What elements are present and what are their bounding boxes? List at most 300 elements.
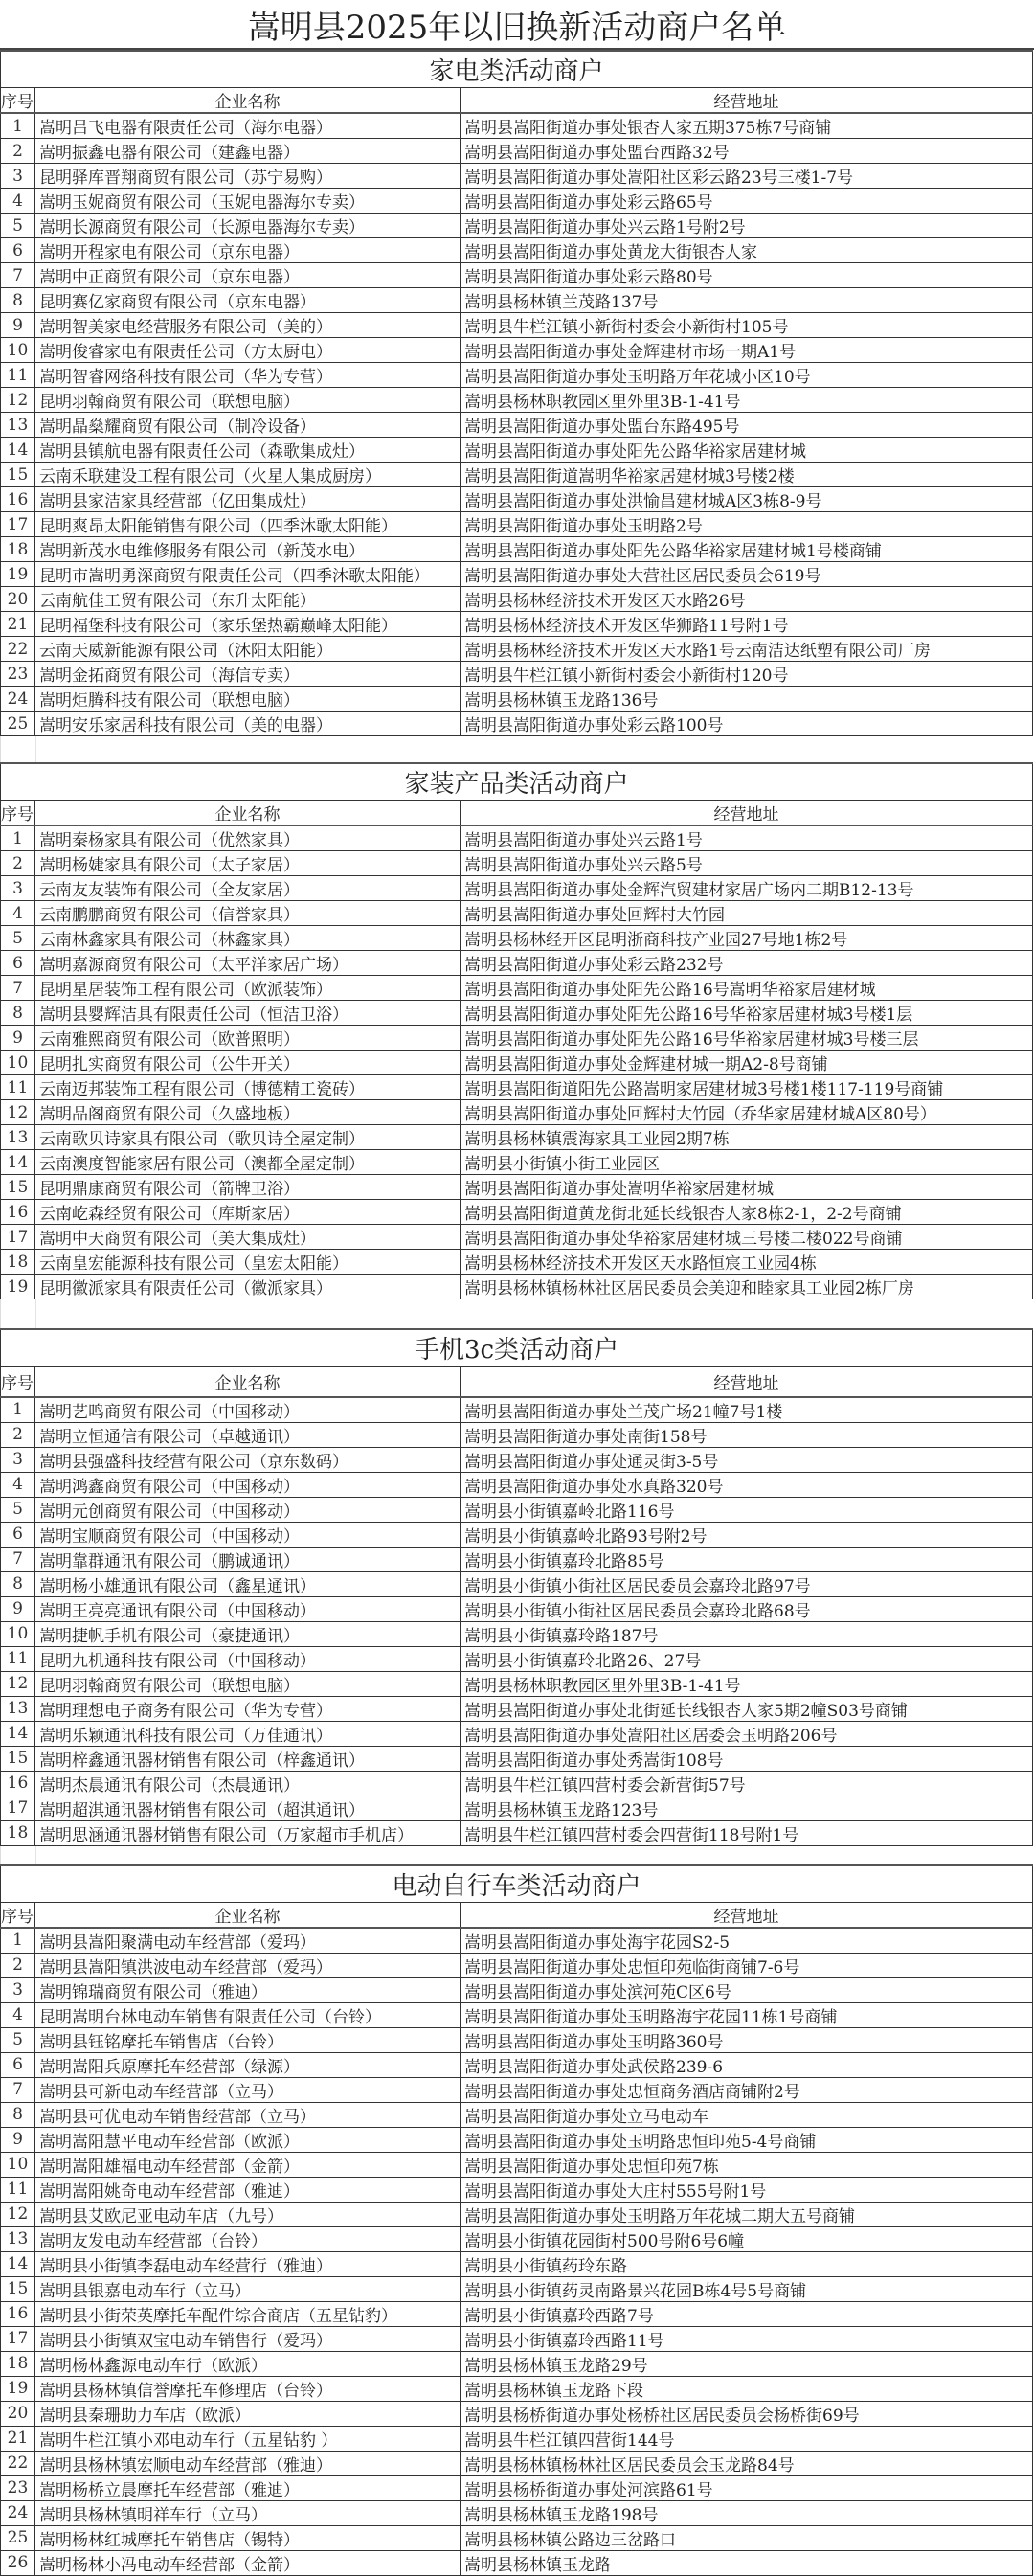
table-row — [1, 388, 1033, 413]
column-header-address: 经营地址 — [461, 801, 1033, 826]
row-number: 20 — [1, 587, 35, 612]
company-name: 嵩明杨林小冯电动车经营部（金箭） — [35, 2550, 461, 2575]
business-address: 嵩明县嵩阳街道办事处盟台西路32号 — [461, 139, 1033, 164]
column-header-name: 企业名称 — [35, 88, 461, 114]
row-number: 5 — [1, 1497, 35, 1522]
table-row — [1, 1621, 1033, 1646]
row-number: 10 — [1, 338, 35, 363]
table-row — [1, 2276, 1033, 2301]
table-row — [1, 2152, 1033, 2177]
company-name: 嵩明杰晨通讯有限公司（杰晨通讯） — [35, 1771, 461, 1796]
table-row — [1, 263, 1033, 288]
column-header-name: 企业名称 — [35, 801, 461, 826]
row-number: 21 — [1, 612, 35, 637]
company-name: 嵩明玉妮商贸有限公司（玉妮电器海尔专卖） — [35, 189, 461, 214]
business-address: 嵩明县嵩阳街道办事处玉明路360号 — [461, 2027, 1033, 2052]
row-number: 19 — [1, 2376, 35, 2401]
column-header-address: 经营地址 — [461, 1902, 1033, 1928]
company-name: 云南鹏鹏商贸有限公司（信誉家具） — [35, 901, 461, 926]
row-number: 12 — [1, 2202, 35, 2226]
business-address: 嵩明县小街镇小街社区居民委员会嘉玲北路97号 — [461, 1571, 1033, 1596]
company-name: 嵩明靠群通讯有限公司（鹏诚通讯） — [35, 1547, 461, 1571]
table-row — [1, 2376, 1033, 2401]
company-name: 嵩明鸿鑫商贸有限公司（中国移动） — [35, 1472, 461, 1497]
business-address: 嵩明县嵩阳街道办事处兴云路1号附2号 — [461, 214, 1033, 238]
table-row — [1, 363, 1033, 388]
company-name: 嵩明杨婕家具有限公司（太子家居） — [35, 851, 461, 876]
table-row — [1, 2550, 1033, 2575]
row-number: 1 — [1, 825, 35, 851]
row-number: 14 — [1, 2251, 35, 2276]
business-address: 嵩明县小街镇嘉玲路187号 — [461, 1621, 1033, 1646]
table-row — [1, 901, 1033, 926]
table-row — [1, 1175, 1033, 1200]
company-name: 云南林鑫家具有限公司（林鑫家具） — [35, 926, 461, 951]
table-row — [1, 1928, 1033, 1954]
company-name: 昆明鼎康商贸有限公司（箭牌卫浴） — [35, 1175, 461, 1200]
business-address: 嵩明县嵩阳街道办事处大庄村555号附1号 — [461, 2177, 1033, 2202]
table-row — [1, 537, 1033, 562]
company-name: 云南天威新能源有限公司（沐阳太阳能） — [35, 637, 461, 662]
row-number: 3 — [1, 164, 35, 189]
table-row — [1, 1150, 1033, 1175]
business-address: 嵩明县小街镇药玲东路 — [461, 2251, 1033, 2276]
row-number: 2 — [1, 139, 35, 164]
table-row — [1, 1646, 1033, 1671]
table-row — [1, 1522, 1033, 1547]
row-number: 4 — [1, 2002, 35, 2027]
company-name: 昆明赛亿家商贸有限公司（京东电器） — [35, 288, 461, 313]
company-name: 嵩明县婴辉洁具有限责任公司（恒洁卫浴） — [35, 1001, 461, 1026]
business-address: 嵩明县嵩阳街道办事处滨河苑C区6号 — [461, 1977, 1033, 2002]
company-name: 嵩明县可新电动车经营部（立马） — [35, 2077, 461, 2102]
row-number: 24 — [1, 687, 35, 712]
company-name: 嵩明艺鸣商贸有限公司（中国移动） — [35, 1397, 461, 1423]
row-number: 3 — [1, 1977, 35, 2002]
row-number: 8 — [1, 1571, 35, 1596]
company-name: 昆明羽翰商贸有限公司（联想电脑） — [35, 1671, 461, 1696]
business-address: 嵩明县杨林镇玉龙路136号 — [461, 687, 1033, 712]
business-address: 嵩明县小街镇嘉岭北路116号 — [461, 1497, 1033, 1522]
business-address: 嵩明县嵩阳街道办事处南街158号 — [461, 1422, 1033, 1447]
business-address: 嵩明县嵩阳街道办事处玉明路万年花城二期大五号商铺 — [461, 2202, 1033, 2226]
business-address: 嵩明县嵩阳街道办事处海宇花园S2-5 — [461, 1928, 1033, 1954]
table-row — [1, 926, 1033, 951]
company-name: 嵩明中正商贸有限公司（京东电器） — [35, 263, 461, 288]
row-number: 12 — [1, 1671, 35, 1696]
table-row — [1, 2102, 1033, 2127]
table-row — [1, 2027, 1033, 2052]
company-name: 昆明福堡科技有限公司（家乐堡热霸巅峰太阳能） — [35, 612, 461, 637]
business-address: 嵩明县嵩阳街道办事处洪愉昌建材城A区3栋8-9号 — [461, 487, 1033, 512]
business-address: 嵩明县杨林经济技术开发区天水路恒宸工业园4栋 — [461, 1250, 1033, 1275]
table-row — [1, 2500, 1033, 2525]
business-address: 嵩明县小街镇花园街村500号附6号6幢 — [461, 2226, 1033, 2251]
table-row — [1, 876, 1033, 901]
column-header-seq: 序号 — [1, 1902, 35, 1928]
business-address: 嵩明县嵩阳街道办事处金辉建材市场一期A1号 — [461, 338, 1033, 363]
business-address: 嵩明县嵩阳街道办事处玉明路2号 — [461, 512, 1033, 537]
business-address: 嵩明县杨桥街道办事处河滨路61号 — [461, 2475, 1033, 2500]
row-number: 10 — [1, 1051, 35, 1075]
table-row — [1, 1472, 1033, 1497]
company-name: 嵩明新茂水电维修服务有限公司（新茂水电） — [35, 537, 461, 562]
row-number: 24 — [1, 2500, 35, 2525]
company-name: 嵩明牛栏江镇小邓电动车行（五星钻豹 ） — [35, 2426, 461, 2451]
table-row — [1, 164, 1033, 189]
row-number: 21 — [1, 2426, 35, 2451]
company-name: 云南歌贝诗家具有限公司（歌贝诗全屋定制） — [35, 1125, 461, 1150]
business-address: 嵩明县小街镇嘉玲北路26、27号 — [461, 1646, 1033, 1671]
business-address: 嵩明县嵩阳街道办事处北街延长线银杏人家5期2幢S03号商铺 — [461, 1696, 1033, 1721]
row-number: 11 — [1, 1075, 35, 1100]
business-address: 嵩明县嵩阳街道办事处通灵街3-5号 — [461, 1447, 1033, 1472]
table-row — [1, 2077, 1033, 2102]
table-row — [1, 1671, 1033, 1696]
row-number: 5 — [1, 2027, 35, 2052]
business-address: 嵩明县杨桥街道办事处杨桥社区居民委员会杨桥街69号 — [461, 2401, 1033, 2426]
business-address: 嵩明县牛栏江镇四营村委会四营街118号附1号 — [461, 1820, 1033, 1845]
table-row — [1, 976, 1033, 1001]
company-name: 嵩明嵩阳慧平电动车经营部（欧派） — [35, 2127, 461, 2152]
table-row — [1, 1977, 1033, 2002]
business-address: 嵩明县小街镇药灵南路景兴花园B栋4号5号商铺 — [461, 2276, 1033, 2301]
company-name: 嵩明元创商贸有限公司（中国移动） — [35, 1497, 461, 1522]
company-name: 嵩明炬腾科技有限公司（联想电脑） — [35, 687, 461, 712]
column-header-seq: 序号 — [1, 88, 35, 114]
table-row — [1, 463, 1033, 487]
column-header-seq: 序号 — [1, 1367, 35, 1397]
company-name: 嵩明智睿网络科技有限公司（华为专营） — [35, 363, 461, 388]
business-address: 嵩明县牛栏江镇四营街144号 — [461, 2426, 1033, 2451]
business-address: 嵩明县小街镇嘉玲西路7号 — [461, 2301, 1033, 2326]
table-row — [1, 2251, 1033, 2276]
business-address: 嵩明县嵩阳街道办事处阳先公路16号嵩明华裕家居建材城 — [461, 976, 1033, 1001]
merchant-table — [0, 762, 1033, 1299]
row-number: 18 — [1, 1250, 35, 1275]
table-row — [1, 2002, 1033, 2027]
business-address: 嵩明县杨林经开区昆明浙商科技产业园27号地1栋2号 — [461, 926, 1033, 951]
company-name: 嵩明嵩阳兵原摩托车经营部（绿源） — [35, 2052, 461, 2077]
table-row — [1, 2351, 1033, 2376]
company-name: 嵩明县强盛科技经营有限公司（京东数码） — [35, 1447, 461, 1472]
table-row — [1, 438, 1033, 463]
company-name: 嵩明县杨林镇宏顺电动车经营部（雅迪） — [35, 2451, 461, 2475]
section-heading: 家装产品类活动商户 — [1, 763, 1033, 801]
table-row — [1, 851, 1033, 876]
table-row — [1, 2451, 1033, 2475]
row-number: 14 — [1, 1721, 35, 1746]
row-number: 12 — [1, 1100, 35, 1125]
company-name: 嵩明金拓商贸有限公司（海信专卖） — [35, 662, 461, 687]
business-address: 嵩明县小街镇小街工业园区 — [461, 1150, 1033, 1175]
company-name: 嵩明嵩阳姚奇电动车经营部（雅迪） — [35, 2177, 461, 2202]
company-name: 嵩明梓鑫通讯器材销售有限公司（梓鑫通讯） — [35, 1746, 461, 1771]
company-name: 嵩明乐颖通讯科技有限公司（万佳通讯） — [35, 1721, 461, 1746]
column-header-name: 企业名称 — [35, 1367, 461, 1397]
table-row — [1, 313, 1033, 338]
merchant-table — [0, 1328, 1033, 1846]
table-row — [1, 637, 1033, 662]
company-name: 嵩明县可优电动车销售经营部（立马） — [35, 2102, 461, 2127]
row-number: 8 — [1, 2102, 35, 2127]
row-number: 6 — [1, 2052, 35, 2077]
table-row — [1, 1125, 1033, 1150]
column-header-seq: 序号 — [1, 801, 35, 826]
company-name: 嵩明县银嘉电动车行（立马） — [35, 2276, 461, 2301]
row-number: 19 — [1, 1275, 35, 1299]
business-address: 嵩明县杨林镇兰茂路137号 — [461, 288, 1033, 313]
table-row — [1, 2052, 1033, 2077]
company-name: 云南雅熙商贸有限公司（欧普照明） — [35, 1026, 461, 1051]
table-row — [1, 139, 1033, 164]
row-number: 22 — [1, 637, 35, 662]
company-name: 昆明徽派家具有限责任公司（徽派家具） — [35, 1275, 461, 1299]
company-name: 嵩明秦杨家具有限公司（优然家具） — [35, 825, 461, 851]
row-number: 23 — [1, 2475, 35, 2500]
table-row — [1, 1746, 1033, 1771]
row-number: 9 — [1, 1026, 35, 1051]
table-row — [1, 1100, 1033, 1125]
row-number: 14 — [1, 438, 35, 463]
business-address: 嵩明县嵩阳街道嵩明华裕家居建材城3号楼2楼 — [461, 463, 1033, 487]
table-row — [1, 1250, 1033, 1275]
business-address: 嵩明县嵩阳街道办事处盟台东路495号 — [461, 413, 1033, 438]
row-number: 10 — [1, 2152, 35, 2177]
row-number: 10 — [1, 1621, 35, 1646]
table-row — [1, 1001, 1033, 1026]
table-row — [1, 1796, 1033, 1820]
table-row — [1, 1422, 1033, 1447]
table-row — [1, 1200, 1033, 1225]
company-name: 嵩明俊睿家电有限责任公司（方太厨电） — [35, 338, 461, 363]
row-number: 6 — [1, 951, 35, 976]
business-address: 嵩明县牛栏江镇小新街村委会小新街村120号 — [461, 662, 1033, 687]
company-name: 嵩明县小街荣英摩托车配件综合商店（五星钻豹） — [35, 2301, 461, 2326]
row-number: 25 — [1, 712, 35, 736]
business-address: 嵩明县小街镇嘉玲北路85号 — [461, 1547, 1033, 1571]
table-row — [1, 413, 1033, 438]
business-address: 嵩明县嵩阳街道办事处兰茂广场21幢7号1楼 — [461, 1397, 1033, 1423]
row-number: 1 — [1, 1928, 35, 1954]
table-row — [1, 2226, 1033, 2251]
company-name: 嵩明理想电子商务有限公司（华为专营） — [35, 1696, 461, 1721]
section-heading: 家电类活动商户 — [1, 51, 1033, 88]
row-number: 4 — [1, 189, 35, 214]
company-name: 嵩明杨林红城摩托车销售店（锡特） — [35, 2525, 461, 2550]
table-row — [1, 1596, 1033, 1621]
row-number: 13 — [1, 1125, 35, 1150]
business-address: 嵩明县杨林镇玉龙路 — [461, 2550, 1033, 2575]
row-number: 18 — [1, 1820, 35, 1845]
business-address: 嵩明县嵩阳街道办事处金辉汽贸建材家居广场内二期B12-13号 — [461, 876, 1033, 901]
company-name: 云南禾联建设工程有限公司（火星人集成厨房） — [35, 463, 461, 487]
company-name: 嵩明县镇航电器有限责任公司（森歌集成灶） — [35, 438, 461, 463]
business-address: 嵩明县杨林镇玉龙路29号 — [461, 2351, 1033, 2376]
company-name: 嵩明县小街镇李磊电动车经营行（雅迪） — [35, 2251, 461, 2276]
row-number: 7 — [1, 976, 35, 1001]
table-row — [1, 487, 1033, 512]
row-number: 14 — [1, 1150, 35, 1175]
table-row — [1, 612, 1033, 637]
section-heading: 电动自行车类活动商户 — [1, 1865, 1033, 1903]
table-row — [1, 2426, 1033, 2451]
row-number: 13 — [1, 2226, 35, 2251]
row-number: 16 — [1, 487, 35, 512]
business-address: 嵩明县嵩阳街道黄龙街北延长线银杏人家8栋2-1，2-2号商铺 — [461, 1200, 1033, 1225]
column-header-address: 经营地址 — [461, 1367, 1033, 1397]
company-name: 昆明九机通科技有限公司（中国移动） — [35, 1646, 461, 1671]
company-name: 嵩明县杨林镇信誉摩托车修理店（台铃） — [35, 2376, 461, 2401]
business-address: 嵩明县嵩阳街道办事处立马电动车 — [461, 2102, 1033, 2127]
business-address: 嵩明县嵩阳街道阳先公路嵩明家居建材城3号楼1楼117-119号商铺 — [461, 1075, 1033, 1100]
table-row — [1, 1447, 1033, 1472]
row-number: 2 — [1, 1953, 35, 1977]
row-number: 19 — [1, 562, 35, 587]
business-address: 嵩明县嵩阳街道办事处嵩阳社区居委会玉明路206号 — [461, 1721, 1033, 1746]
business-address: 嵩明县杨林镇玉龙路198号 — [461, 2500, 1033, 2525]
business-address: 嵩明县嵩阳街道办事处兴云路5号 — [461, 851, 1033, 876]
business-address: 嵩明县杨林经济技术开发区华狮路11号附1号 — [461, 612, 1033, 637]
business-address: 嵩明县嵩阳街道办事处彩云路232号 — [461, 951, 1033, 976]
row-number: 22 — [1, 2451, 35, 2475]
row-number: 9 — [1, 313, 35, 338]
row-number: 18 — [1, 537, 35, 562]
company-name: 云南航佳工贸有限公司（东升太阳能） — [35, 587, 461, 612]
row-number: 25 — [1, 2525, 35, 2550]
business-address: 嵩明县小街镇嘉岭北路93号附2号 — [461, 1522, 1033, 1547]
table-row — [1, 1696, 1033, 1721]
business-address: 嵩明县嵩阳街道办事处忠恒印苑7栋 — [461, 2152, 1033, 2177]
business-address: 嵩明县杨林职教园区里外里3B-1-41号 — [461, 1671, 1033, 1696]
row-number: 15 — [1, 2276, 35, 2301]
company-name: 嵩明锦瑞商贸有限公司（雅迪） — [35, 1977, 461, 2002]
business-address: 嵩明县嵩阳街道办事处嵩阳社区彩云路23号三楼1-7号 — [461, 164, 1033, 189]
business-address: 嵩明县嵩阳街道办事处玉明路忠恒印苑5-4号商铺 — [461, 2127, 1033, 2152]
table-row — [1, 2127, 1033, 2152]
company-name: 嵩明县秦珊助力车店（欧派） — [35, 2401, 461, 2426]
table-row — [1, 2301, 1033, 2326]
row-number: 7 — [1, 1547, 35, 1571]
business-address: 嵩明县嵩阳街道办事处回辉村大竹园（乔华家居建材城A区80号） — [461, 1100, 1033, 1125]
row-number: 3 — [1, 1447, 35, 1472]
row-number: 6 — [1, 1522, 35, 1547]
company-name: 嵩明县杨林镇明祥车行（立马） — [35, 2500, 461, 2525]
row-number: 3 — [1, 876, 35, 901]
row-number: 13 — [1, 413, 35, 438]
company-name: 嵩明嘉源商贸有限公司（太平洋家居广场） — [35, 951, 461, 976]
row-number: 2 — [1, 1422, 35, 1447]
table-row — [1, 2202, 1033, 2226]
business-address: 嵩明县杨林镇杨林社区居民委员会美迎和睦家具工业园2栋厂房 — [461, 1275, 1033, 1299]
company-name: 昆明市嵩明勇深商贸有限责任公司（四季沐歌太阳能） — [35, 562, 461, 587]
row-number: 12 — [1, 388, 35, 413]
row-number: 16 — [1, 1771, 35, 1796]
spacer-row — [0, 1846, 1034, 1864]
merchant-table — [0, 50, 1033, 736]
company-name: 嵩明县艾欧尼亚电动车店（九号） — [35, 2202, 461, 2226]
company-name: 嵩明王亮亮通讯有限公司（中国移动） — [35, 1596, 461, 1621]
company-name: 嵩明长源商贸有限公司（长源电器海尔专卖） — [35, 214, 461, 238]
business-address: 嵩明县嵩阳街道办事处彩云路100号 — [461, 712, 1033, 736]
table-row — [1, 951, 1033, 976]
business-address: 嵩明县杨林镇玉龙路123号 — [461, 1796, 1033, 1820]
company-name: 云南澳度智能家居有限公司（澳都全屋定制） — [35, 1150, 461, 1175]
row-number: 11 — [1, 1646, 35, 1671]
business-address: 嵩明县嵩阳街道办事处彩云路65号 — [461, 189, 1033, 214]
business-address: 嵩明县牛栏江镇小新街村委会小新街村105号 — [461, 313, 1033, 338]
row-number: 17 — [1, 512, 35, 537]
table-row — [1, 712, 1033, 736]
company-name: 昆明爽昂太阳能销售有限公司（四季沐歌太阳能） — [35, 512, 461, 537]
table-row — [1, 1051, 1033, 1075]
row-number: 7 — [1, 2077, 35, 2102]
table-row — [1, 1571, 1033, 1596]
section-heading: 手机3c类活动商户 — [1, 1329, 1033, 1367]
table-row — [1, 512, 1033, 537]
business-address: 嵩明县嵩阳街道办事处阳先公路16号华裕家居建材城3号楼1层 — [461, 1001, 1033, 1026]
company-name: 嵩明智美家电经营服务有限公司（美的） — [35, 313, 461, 338]
table-row — [1, 1275, 1033, 1299]
row-number: 6 — [1, 238, 35, 263]
business-address: 嵩明县杨林职教园区里外里3B-1-41号 — [461, 388, 1033, 413]
company-name: 嵩明吕飞电器有限责任公司（海尔电器） — [35, 113, 461, 139]
row-number: 26 — [1, 2550, 35, 2575]
company-name: 云南屹森经贸有限公司（库斯家居） — [35, 1200, 461, 1225]
business-address: 嵩明县杨林经济技术开发区天水路26号 — [461, 587, 1033, 612]
company-name: 嵩明县家洁家具经营部（亿田集成灶） — [35, 487, 461, 512]
company-name: 昆明羽翰商贸有限公司（联想电脑） — [35, 388, 461, 413]
table-row — [1, 1953, 1033, 1977]
business-address: 嵩明县杨林镇公路边三岔路口 — [461, 2525, 1033, 2550]
row-number: 16 — [1, 1200, 35, 1225]
table-row — [1, 1225, 1033, 1250]
business-address: 嵩明县嵩阳街道办事处嵩明华裕家居建材城 — [461, 1175, 1033, 1200]
company-name: 嵩明捷帆手机有限公司（豪捷通讯） — [35, 1621, 461, 1646]
table-row — [1, 1820, 1033, 1845]
company-name: 嵩明县嵩阳聚满电动车经营部（爱玛） — [35, 1928, 461, 1954]
table-row — [1, 825, 1033, 851]
row-number: 8 — [1, 1001, 35, 1026]
table-row — [1, 662, 1033, 687]
business-address: 嵩明县杨林经济技术开发区天水路1号云南洁达纸塑有限公司厂房 — [461, 637, 1033, 662]
company-name: 云南友友装饰有限公司（全友家居） — [35, 876, 461, 901]
table-row — [1, 587, 1033, 612]
business-address: 嵩明县嵩阳街道办事处忠恒印苑临街商铺7-6号 — [461, 1953, 1033, 1977]
business-address: 嵩明县嵩阳街道办事处金辉建材城一期A2-8号商铺 — [461, 1051, 1033, 1075]
row-number: 15 — [1, 463, 35, 487]
column-header-address: 经营地址 — [461, 88, 1033, 114]
business-address: 嵩明县嵩阳街道办事处银杏人家五期375栋7号商铺 — [461, 113, 1033, 139]
company-name: 嵩明超淇通讯器材销售有限公司（超淇通讯） — [35, 1796, 461, 1820]
row-number: 5 — [1, 926, 35, 951]
row-number: 7 — [1, 263, 35, 288]
business-address: 嵩明县嵩阳街道办事处玉明路海宇花园11栋1号商铺 — [461, 2002, 1033, 2027]
row-number: 17 — [1, 2326, 35, 2351]
business-address: 嵩明县嵩阳街道办事处彩云路80号 — [461, 263, 1033, 288]
company-name: 嵩明县钰铭摩托车销售店（台铃） — [35, 2027, 461, 2052]
company-name: 嵩明晶燊耀商贸有限公司（制冷设备） — [35, 413, 461, 438]
row-number: 17 — [1, 1796, 35, 1820]
company-name: 嵩明立恒通信有限公司（卓越通讯） — [35, 1422, 461, 1447]
company-name: 嵩明杨桥立晨摩托车经营部（雅迪） — [35, 2475, 461, 2500]
business-address: 嵩明县嵩阳街道办事处水真路320号 — [461, 1472, 1033, 1497]
document-title: 嵩明县2025年以旧换新活动商户名单 — [0, 0, 1034, 50]
row-number: 23 — [1, 662, 35, 687]
company-name: 嵩明思涵通讯器材销售有限公司（万家超市手机店） — [35, 1820, 461, 1845]
table-row — [1, 687, 1033, 712]
business-address: 嵩明县牛栏江镇四营村委会新营街57号 — [461, 1771, 1033, 1796]
